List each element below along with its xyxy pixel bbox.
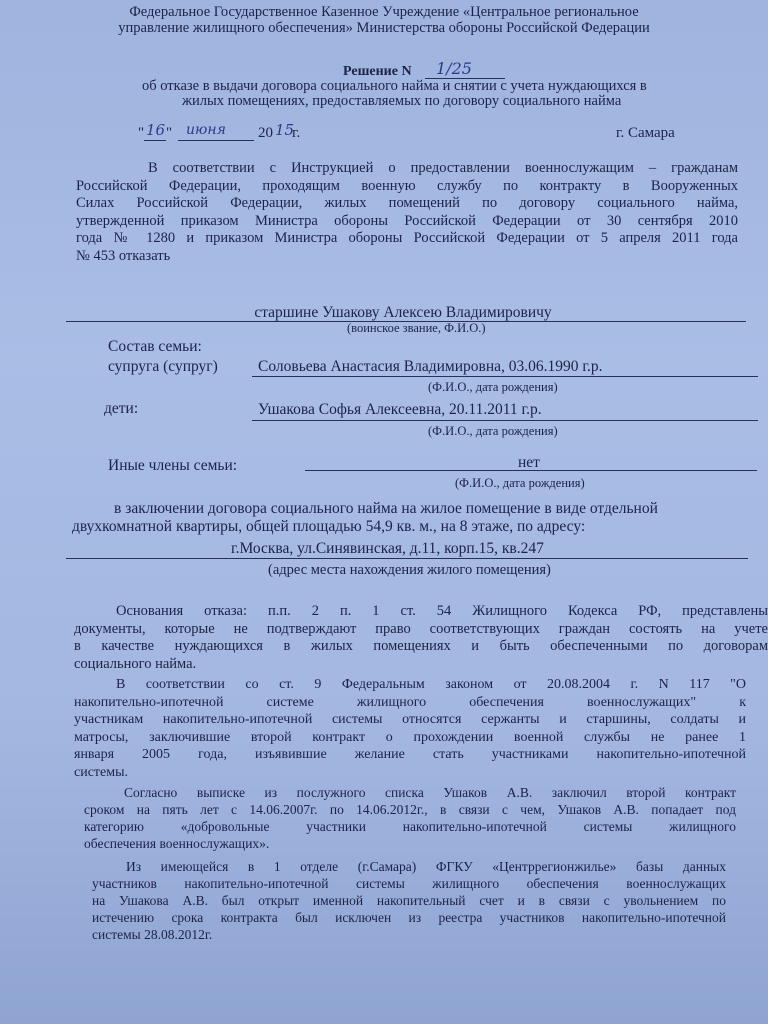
grounds-paragraph-4	[92, 858, 726, 943]
children-label: дети:	[104, 400, 139, 417]
date-close-quote: "	[166, 125, 173, 141]
date-month: июня	[186, 122, 226, 138]
intro-line: Российской Федерации, проходящим военную службу по контракту в Вооруженных	[76, 177, 738, 194]
person-name: старшине Ушакову Алексею Владимировичу	[254, 304, 552, 321]
grounds-line: системы.	[74, 764, 129, 780]
other-members-line	[305, 470, 757, 471]
intro-line: года № 1280 и приказом Министра обороны Российской Федерации от 5 апреля 2011 года	[76, 230, 738, 246]
grounds-line: категорию «добровольные участники накопительно-ипотечной системы жилищного	[84, 819, 736, 834]
other-members-value: нет	[518, 454, 540, 471]
children-value: Ушакова Софья Алексеевна, 20.11.2011 г.р.	[258, 401, 542, 418]
other-members-caption: (Ф.И.О., дата рождения)	[455, 476, 585, 490]
housing-address-line	[66, 558, 748, 559]
grounds-line: накопительно-ипотечной системе жилищного обеспечения военнослужащих" к	[74, 694, 746, 710]
date-day: 16	[146, 121, 166, 139]
grounds-line: матросы, заключившие второй контракт о прохождении военной службы не ранее 1	[74, 729, 746, 745]
grounds-line: В соответствии со ст. 9 Федеральным законом от 20.08.2004 г. N 117 "О	[116, 677, 746, 692]
date-suffix: г.	[292, 125, 301, 141]
intro-paragraph	[76, 160, 738, 265]
grounds-line: обеспечения военнослужащих».	[84, 836, 270, 851]
housing-line-1: в заключении договора социального найма на жилое помещение в виде отдельной	[114, 500, 658, 517]
housing-address: г.Москва, ул.Синявинская, д.11, корп.15, кв.247	[231, 540, 544, 557]
org-line-2: управление жилищного обеспечения» Министерства обороны Российской Федерации	[118, 20, 650, 36]
grounds-line: Из имеющейся в 1 отделе (г.Самара) ФГКУ «Центррегионжилье» базы данных	[126, 859, 726, 874]
grounds-line: системы 28.08.2012г.	[92, 927, 213, 942]
grounds-line: на Ушакова А.В. был открыт именной накопительный счет и в связи с увольнением по	[92, 893, 726, 908]
grounds-line: социального найма.	[74, 655, 197, 672]
date-month-line	[178, 140, 254, 141]
decision-title: Решение N	[343, 64, 412, 79]
org-line-1: Федеральное Государственное Казенное Учреждение «Центральное региональное	[129, 4, 639, 20]
grounds-line: Согласно выписке из послужного списка Ушаков А.В. заключил второй контракт	[124, 785, 736, 800]
children-caption: (Ф.И.О., дата рождения)	[428, 424, 558, 438]
person-caption: (воинское звание, Ф.И.О.)	[347, 321, 486, 335]
decision-number: 1/25	[436, 59, 472, 78]
grounds-line: участникам накопительно-ипотечной системы относятся сержанты и старшины, солдаты и	[74, 712, 746, 727]
grounds-line: в качестве нуждающихся в жилых помещениях и быть обеспеченными по договорам	[74, 638, 768, 654]
date-year-prefix: 20	[258, 125, 273, 141]
decision-subject-1: об отказе в выдачи договора социального найма и снятии с учета нуждающихся в	[142, 78, 647, 94]
intro-line: Силах Российской Федерации, жилых помещений по договору социального найма,	[76, 195, 738, 211]
intro-line: утвержденной приказом Министра обороны Российской Федерации от 30 сентября 2010	[76, 212, 738, 229]
other-members-label: Иные члены семьи:	[108, 457, 238, 474]
children-line	[252, 420, 758, 421]
grounds-line: января 2005 года, изъявившие желание стать участниками накопительно-ипотечной	[74, 747, 746, 762]
spouse-caption: (Ф.И.О., дата рождения)	[428, 380, 558, 394]
grounds-line: сроком на пять лет с 14.06.2007г. по 14.06.2012г., в связи с чем, Ушаков А.В. попадает под	[84, 802, 736, 817]
housing-line-2: двухкомнатной квартиры, общей площадью 54,9 кв. м., на 8 этаже, по адресу:	[72, 518, 586, 535]
grounds-paragraph-2	[74, 676, 746, 781]
grounds-line: истечению срока контракта был исключен из реестра участников накопительно-ипотечной	[92, 910, 726, 925]
date-year-suffix: 15	[275, 121, 295, 139]
date-open-quote: "	[138, 125, 145, 141]
grounds-line: документы, которые не подтверждают право соответствующих граждан состоять на учете	[74, 620, 768, 637]
spouse-value: Соловьева Анастасия Владимировна, 03.06.1990 г.р.	[258, 358, 603, 375]
date-day-line	[144, 140, 166, 141]
decision-subject-2: жилых помещениях, предоставляемых по договору социального найма	[182, 93, 622, 109]
intro-line: № 453 отказать	[76, 247, 171, 264]
intro-line: В соответствии с Инструкцией о предоставлении военнослужащим – гражданам	[148, 160, 738, 176]
grounds-line: участников накопительно-ипотечной системы жилищного обеспечения военнослужащих	[92, 876, 726, 891]
grounds-paragraph-3	[84, 784, 736, 852]
city: г. Самара	[616, 125, 675, 141]
family-title: Состав семьи:	[108, 338, 202, 355]
grounds-line: Основания отказа: п.п. 2 п. 1 ст. 54 Жилищного Кодекса РФ, представлены	[116, 603, 768, 619]
spouse-line	[252, 376, 758, 377]
grounds-paragraph-1	[74, 603, 768, 673]
housing-address-caption: (адрес места нахождения жилого помещения)	[268, 562, 551, 578]
spouse-label: супруга (супруг)	[108, 358, 218, 375]
